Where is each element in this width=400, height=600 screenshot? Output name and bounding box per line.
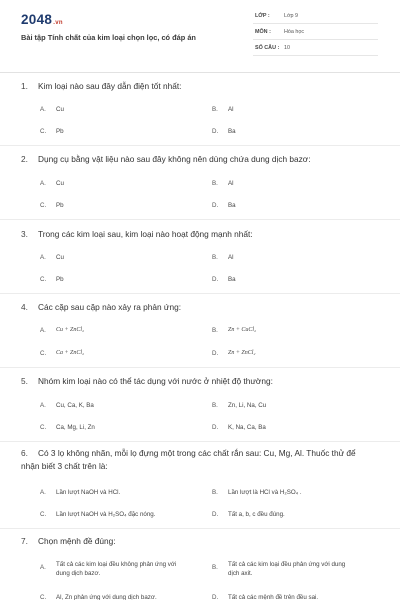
option-text: Ba [228, 128, 236, 135]
option-text: Cu [56, 106, 64, 113]
option-text: K, Na, Ca, Ba [228, 424, 266, 431]
option-text: Pb [56, 202, 64, 209]
question-divider [0, 367, 400, 368]
question-2-text [21, 153, 371, 166]
question-1-text [21, 80, 371, 93]
option-text: Cu [56, 254, 64, 261]
option-letter: A. [40, 106, 46, 113]
option-text: Tất cả các kim loại đều không phản ứng với dung dịch bazơ. [56, 561, 177, 577]
option-letter: B. [212, 106, 218, 113]
meta-row-subject [253, 26, 378, 40]
meta-label: MÔN : [255, 29, 271, 35]
meta-label: SỐ CÂU : [255, 45, 280, 51]
meta-row-count [253, 42, 378, 56]
option-text: Pb [56, 276, 64, 283]
question-number: 5. [21, 376, 28, 386]
question-prompt: Nhóm kim loại nào có thể tác dụng với nước ở nhiệt độ thường: [38, 376, 273, 386]
question-divider [0, 145, 400, 146]
question-prompt: Các cặp sau cặp nào xảy ra phản ứng: [38, 302, 182, 312]
option-letter: B. [212, 489, 218, 496]
question-5-text [21, 375, 371, 388]
option-text: Lần lượt NaOH và HCl. [56, 489, 121, 496]
question-number: 2. [21, 154, 28, 164]
option-letter: C. [40, 350, 47, 357]
option-text: Al [228, 254, 234, 261]
option-text: Tất cả các kim loại đều phản ứng với dung dịch axit. [228, 561, 346, 577]
question-prompt: Kim loại nào sau đây dẫn điện tốt nhất: [38, 81, 182, 91]
option-letter: B. [212, 564, 218, 571]
document-title: Bài tập Tính chất của kim loại chọn lọc, có đáp án [21, 33, 196, 42]
meta-value: 10 [284, 45, 290, 51]
option-text: Zn + ZnCl₂ [228, 350, 256, 356]
option-letter: A. [40, 254, 46, 261]
option-text: Zn + CuCl₂ [228, 327, 257, 333]
question-4-text [21, 301, 371, 314]
question-divider [0, 441, 400, 442]
meta-value: Lớp 9 [284, 13, 299, 19]
option-text: Cu [56, 180, 64, 187]
logo-domain-text: .vn [53, 20, 63, 26]
option-letter: C. [40, 511, 47, 518]
question-prompt: Trong các kim loại sau, kim loại nào hoạt động mạnh nhất: [38, 229, 253, 239]
option-letter: B. [212, 180, 218, 187]
option-letter: D. [212, 128, 219, 135]
option-letter: A. [40, 180, 46, 187]
option-text: Ba [228, 276, 236, 283]
question-divider [0, 219, 400, 220]
question-3-text [21, 228, 371, 241]
header-divider [0, 72, 400, 73]
option-text: Cu, Ca, K, Ba [56, 402, 94, 409]
option-text: Al [228, 106, 234, 113]
option-letter: C. [40, 128, 47, 135]
option-letter: A. [40, 564, 46, 571]
option-letter: C. [40, 202, 47, 209]
option-letter: A. [40, 489, 46, 496]
meta-label: LỚP : [255, 13, 270, 19]
option-letter: D. [212, 202, 219, 209]
option-letter: A. [40, 327, 46, 334]
meta-value: Hóa học [284, 29, 305, 35]
question-number: 4. [21, 302, 28, 312]
option-letter: C. [40, 276, 47, 283]
question-prompt: Dụng cụ bằng vật liệu nào sau đây không nên dùng chứa dung dịch bazơ: [38, 154, 311, 164]
option-text: Cu + ZnCl₂ [56, 327, 85, 333]
option-text: Al [228, 180, 234, 187]
site-logo[interactable] [21, 12, 63, 27]
option-text: Ca + ZnCl₂ [56, 350, 85, 356]
option-text: Lần lượt là HCl và H₂SO₄ . [228, 489, 302, 496]
question-divider [0, 293, 400, 294]
question-number: 3. [21, 229, 28, 239]
option-letter: D. [212, 594, 219, 600]
question-number: 7. [21, 536, 28, 546]
option-letter: D. [212, 350, 219, 357]
option-text: Ca, Mg, Li, Zn [56, 424, 95, 431]
question-divider [0, 528, 400, 529]
option-letter: A. [40, 402, 46, 409]
document-header [0, 0, 400, 72]
option-letter: C. [40, 594, 47, 600]
option-text: Ba [228, 202, 236, 209]
option-letter: C. [40, 424, 47, 431]
question-number: 6. [21, 448, 28, 458]
question-7-text [21, 535, 371, 548]
option-text: Tất cả các mệnh đề trên đều sai. [228, 594, 319, 600]
option-letter: D. [212, 276, 219, 283]
meta-row-class [253, 10, 378, 24]
option-letter: B. [212, 327, 218, 334]
option-letter: D. [212, 511, 219, 518]
option-letter: D. [212, 424, 219, 431]
question-prompt: Có 3 lọ không nhãn, mỗi lọ đựng một trong các chất rắn sau: Cu, Mg, Al. Thuốc thử để nhận biết 3 chất trên là: [21, 448, 356, 471]
question-prompt: Chọn mệnh đề đúng: [38, 536, 116, 546]
option-text: Al, Zn phản ứng với dung dịch bazơ. [56, 594, 157, 600]
logo-main-text: 2048 [21, 12, 53, 27]
option-text: Lần lượt NaOH và H₂SO₄ đặc nóng. [56, 511, 156, 518]
question-number: 1. [21, 81, 28, 91]
question-6-text [21, 447, 371, 472]
option-text: Tất a, b, c đều đúng. [228, 511, 285, 518]
option-letter: B. [212, 254, 218, 261]
option-text: Zn, Li, Na, Cu [228, 402, 267, 409]
option-text: Pb [56, 128, 64, 135]
option-letter: B. [212, 402, 218, 409]
